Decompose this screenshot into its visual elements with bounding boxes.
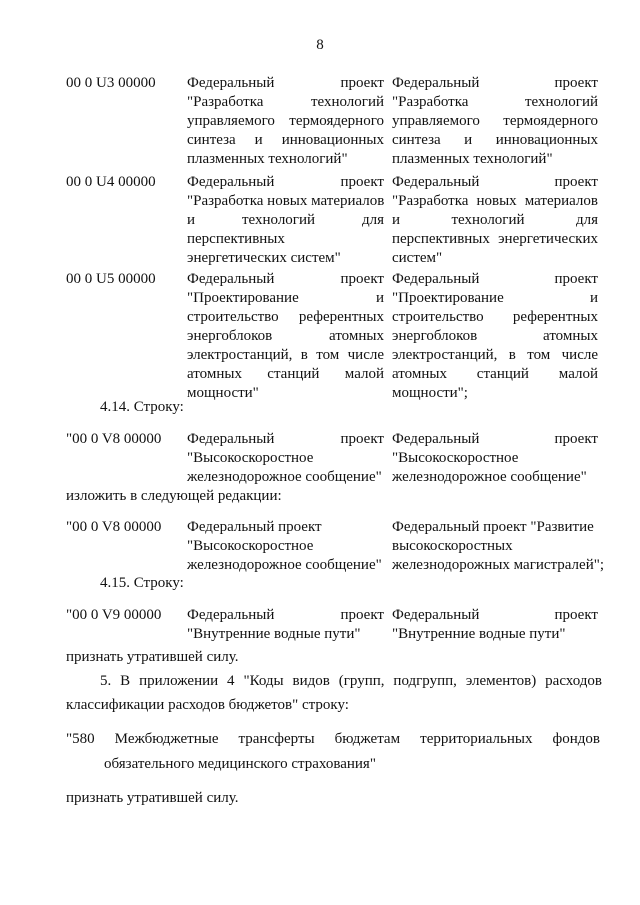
invalidate-phrase: признать утратившей силу. — [66, 649, 239, 665]
row-code: "00 0 V8 00000 — [66, 519, 162, 535]
row-col-b — [392, 270, 598, 403]
text-line: мощности" — [187, 385, 259, 401]
text-line: железнодорожных магистралей"; — [392, 557, 605, 573]
section-heading-4-14: 4.14. Строку: — [100, 399, 184, 415]
text-line: и технологий для — [392, 212, 598, 228]
text-line: Федеральный проект — [392, 607, 598, 623]
text-line: Федеральный проект — [187, 431, 384, 447]
section-heading-4-15: 4.15. Строку: — [100, 575, 184, 591]
item-5-line-1: 5. В приложении 4 "Коды видов (групп, подгрупп, элементов) расходов — [100, 673, 602, 689]
text-line: перспективных — [187, 231, 285, 247]
text-line: Федеральный проект — [392, 75, 598, 91]
text-line: плазменных технологий" — [187, 151, 348, 167]
row-580-line-1: "580 Межбюджетные трансферты бюджетам территориальных фондов — [66, 731, 600, 747]
edit-instruction: изложить в следующей редакции: — [66, 488, 282, 504]
text-line: "Разработка новых материалов — [392, 193, 598, 209]
text-line: энергоблоков атомных — [392, 328, 598, 344]
text-line: мощности"; — [392, 385, 468, 401]
text-line: железнодорожное сообщение" — [187, 469, 382, 485]
page-number: 8 — [316, 37, 324, 53]
row-col-b — [392, 74, 598, 169]
text-line: "Проектирование и — [392, 290, 598, 306]
text-line: железнодорожное сообщение" — [392, 469, 587, 485]
text-line: "Внутренние водные пути" — [392, 626, 566, 642]
text-line: систем" — [392, 250, 443, 266]
text-line: атомных станций малой — [392, 366, 598, 382]
row-code: 00 0 U4 00000 — [66, 174, 156, 190]
text-line: перспективных энергетических — [392, 231, 598, 247]
text-line: энергоблоков атомных — [187, 328, 384, 344]
text-line: Федеральный проект — [187, 174, 384, 190]
item-5-line-2: классификации расходов бюджетов" строку: — [66, 697, 349, 713]
text-line: Федеральный проект "Развитие — [392, 519, 594, 535]
text-line: "Высокоскоростное — [392, 450, 519, 466]
row-col-b — [392, 606, 598, 644]
text-line: Федеральный проект — [187, 519, 322, 535]
row-col-a — [187, 606, 384, 644]
text-line: энергетических систем" — [187, 250, 341, 266]
text-line: Федеральный проект — [187, 607, 384, 623]
text-line: плазменных технологий" — [392, 151, 553, 167]
text-line: и технологий для — [187, 212, 384, 228]
row-col-a — [187, 430, 384, 487]
text-line: управляемого термоядерного — [187, 113, 384, 129]
text-line: синтеза и инновационных — [187, 132, 384, 148]
text-line: "Внутренние водные пути" — [187, 626, 361, 642]
text-line: "Разработка технологий — [392, 94, 598, 110]
row-580-line-2: обязательного медицинского страхования" — [104, 756, 376, 772]
text-line: "Высокоскоростное — [187, 450, 314, 466]
text-line: строительство референтных — [392, 309, 598, 325]
text-line: строительство референтных — [187, 309, 384, 325]
row-col-a — [187, 270, 384, 403]
text-line: Федеральный проект — [392, 174, 598, 190]
row-col-a — [187, 173, 384, 268]
text-line: высокоскоростных — [392, 538, 513, 554]
row-code: "00 0 V9 00000 — [66, 607, 162, 623]
row-col-a — [187, 74, 384, 169]
invalidate-phrase: признать утратившей силу. — [66, 790, 239, 806]
text-line: синтеза и инновационных — [392, 132, 598, 148]
text-line: Федеральный проект — [187, 271, 384, 287]
row-col-b — [392, 430, 598, 487]
row-col-b — [392, 173, 598, 268]
text-line: Федеральный проект — [187, 75, 384, 91]
text-line: электростанций, в том числе — [187, 347, 384, 363]
text-line: "Проектирование и — [187, 290, 384, 306]
row-col-a — [187, 518, 384, 575]
text-line: Федеральный проект — [392, 271, 598, 287]
text-line: Федеральный проект — [392, 431, 598, 447]
text-line: электростанций, в том числе — [392, 347, 598, 363]
row-code: "00 0 V8 00000 — [66, 431, 162, 447]
text-line: "Разработка технологий — [187, 94, 384, 110]
text-line: управляемого термоядерного — [392, 113, 598, 129]
text-line: "Разработка новых материалов — [187, 193, 385, 209]
row-code: 00 0 U3 00000 — [66, 75, 156, 91]
text-line: атомных станций малой — [187, 366, 384, 382]
text-line: "Высокоскоростное — [187, 538, 314, 554]
row-code: 00 0 U5 00000 — [66, 271, 156, 287]
text-line: железнодорожное сообщение" — [187, 557, 382, 573]
row-col-b — [392, 518, 605, 575]
